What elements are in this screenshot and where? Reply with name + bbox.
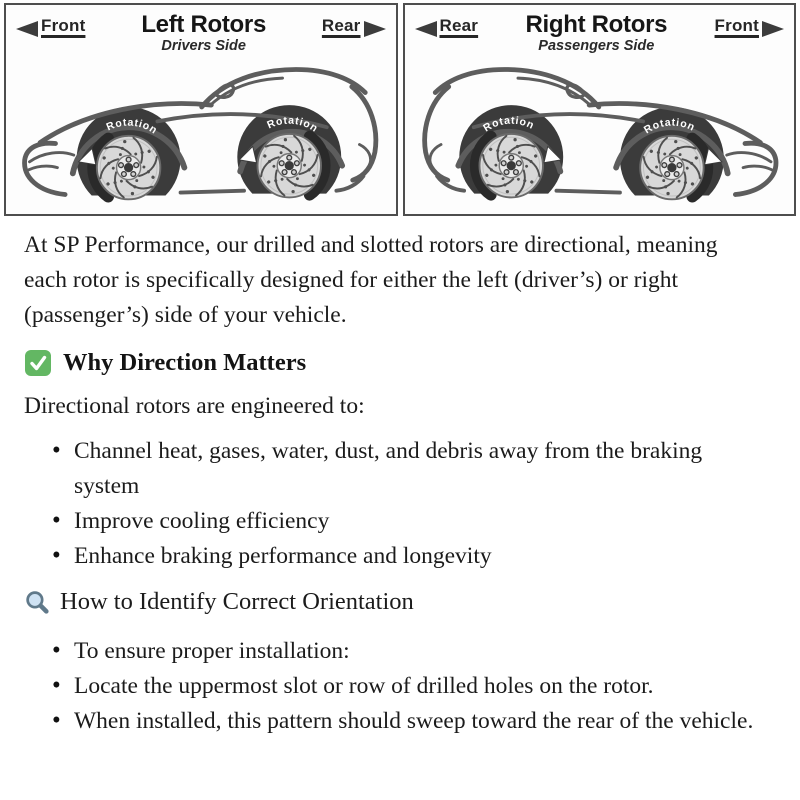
direction-label: Rear — [321, 16, 361, 35]
rotation-label: Rotation — [641, 116, 697, 137]
panel-title: Left Rotors — [141, 11, 267, 38]
installation-list — [24, 634, 772, 739]
panel-header — [6, 5, 396, 54]
check-mark-icon — [24, 349, 52, 377]
direction-label: Rear — [439, 16, 479, 35]
front-direction-indicator — [16, 15, 85, 37]
left-rotors-panel — [4, 3, 398, 216]
panel-title: Right Rotors — [525, 11, 668, 38]
list-item: • When installed, this pattern should sweep toward the rear of the vehicle. — [74, 704, 764, 739]
direction-label: Front — [714, 16, 759, 35]
list-item: • Enhance braking performance and longevity — [74, 539, 764, 574]
rotation-label: Rotation — [480, 114, 536, 135]
left-arrow-icon — [415, 21, 437, 37]
magnifying-glass-icon — [24, 589, 51, 616]
rotor-direction-diagram — [0, 0, 800, 216]
rear-direction-indicator — [322, 15, 386, 37]
right-arrow-icon — [364, 21, 386, 37]
rear-direction-indicator — [415, 15, 479, 37]
list-item: • Channel heat, gases, water, dust, and debris away from the braking system — [74, 434, 764, 504]
right-arrow-icon — [762, 21, 784, 37]
article-body — [0, 216, 800, 739]
heading-text: Why Direction Matters — [63, 349, 307, 376]
list-item: • Improve cooling efficiency — [74, 504, 764, 539]
lead-paragraph: Directional rotors are engineered to: — [24, 393, 365, 419]
intro-paragraph: At SP Performance, our drilled and slotted rotors are directional, meaning each rotor is specifically designed for either the left (driver’s) or right (passenger’s) side of your vehicle. — [24, 232, 718, 328]
benefits-list — [24, 434, 772, 574]
right-rotors-panel — [403, 3, 797, 216]
section-heading-identify-orientation — [24, 588, 772, 616]
rotation-label: Rotation — [104, 116, 160, 138]
list-item: • Locate the uppermost slot or row of drilled holes on the rotor. — [74, 669, 764, 704]
car-diagram-left — [6, 56, 396, 208]
direction-label: Front — [41, 16, 86, 35]
car-diagram-right — [405, 56, 795, 208]
section-heading-why-direction-matters — [24, 349, 772, 377]
front-direction-indicator — [715, 15, 784, 37]
panel-subtitle: Passengers Side — [538, 38, 655, 55]
panel-header — [405, 5, 795, 54]
panel-titles — [525, 12, 667, 54]
panel-subtitle: Drivers Side — [161, 38, 246, 55]
left-arrow-icon — [16, 21, 38, 37]
rotation-label: Rotation — [265, 114, 321, 136]
panel-titles — [141, 12, 266, 54]
heading-text: How to Identify Correct Orientation — [60, 588, 414, 615]
list-item: • To ensure proper installation: — [74, 634, 764, 669]
